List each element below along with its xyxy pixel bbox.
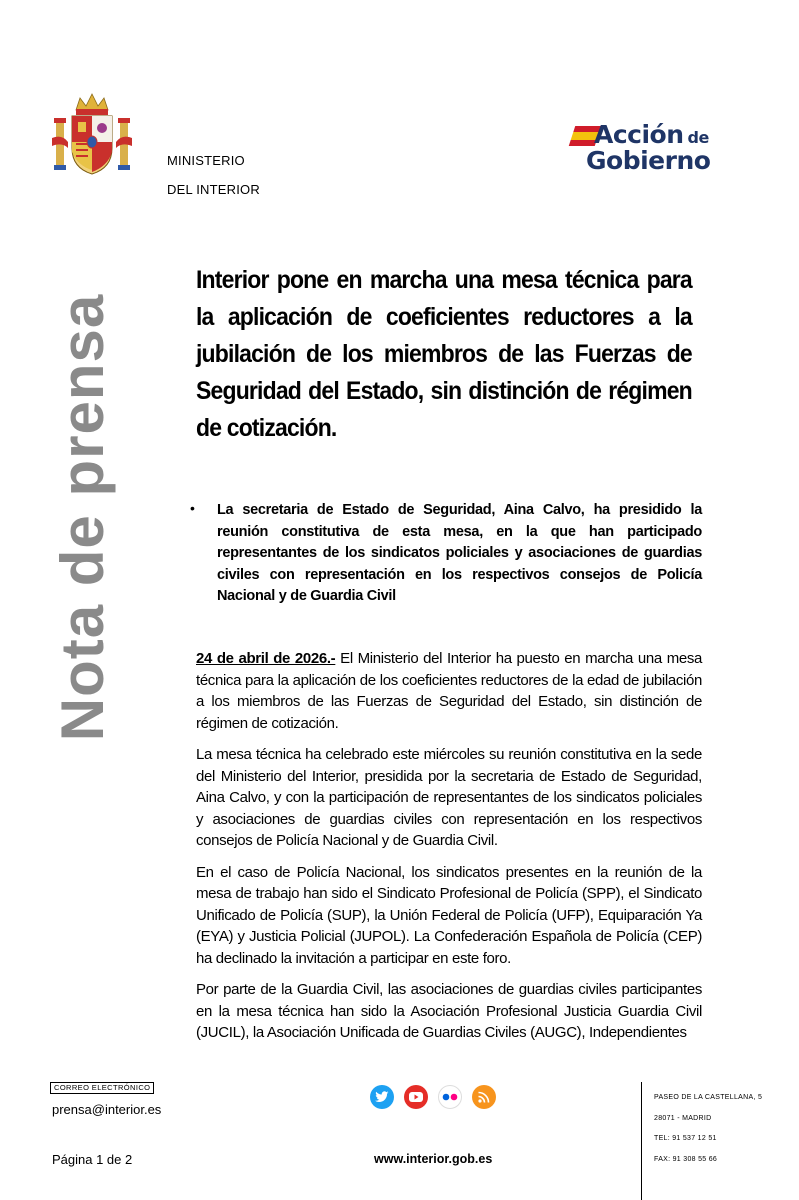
bullet-dot-icon: • [190,500,195,516]
paragraph-1-text: El Ministerio del Interior ha puesto en marcha una mesa técnica para la aplicación de los coeficientes reductores de la edad de jubilación a los miembros de las Fuerzas de Seguridad del Estado, sin distinción de régimen de cotización. [196,650,702,732]
release-date: 24 de abril de 2026.- [196,650,336,667]
summary-bullet [190,500,702,608]
paragraph-4: Por parte de la Guardia Civil, las asociaciones de guardias civiles participantes en la mesa técnica han sido la Asociación Profesional Justicia Guardia Civil (JUCIL), la Asociación Unificada de Guardias Civiles (AUGC), Independientes [196,981,702,1041]
paragraph-2: La mesa técnica ha celebrado este miércoles su reunión constitutiva en la sede del Ministerio del Interior, presidida por la secretaria de Estado de Seguridad, Aina Calvo, y con la participación de representantes de los sindicatos policiales y asociaciones de guardias civiles con representación en los respectivos consejos de Policía Nacional y de Guardia Civil. [196,746,702,849]
press-release-title: Interior pone en marcha una mesa técnica para la aplicación de coeficientes reductores a la jubilación de los miembros de las Fuerzas de Seguridad del Estado, sin distinción de régimen de cotización. [196,266,692,442]
accion-de-gobierno-logo [572,120,732,180]
twitter-icon[interactable] [370,1085,394,1109]
address-line-2: 28071 - MADRID [654,1114,712,1122]
social-links [370,1085,500,1111]
ministry-line-2: DEL INTERIOR [167,182,260,197]
footer-divider [641,1082,642,1200]
website-link[interactable]: www.interior.gob.es [374,1152,493,1166]
logo-word-gobierno: Gobierno [586,146,711,175]
flickr-icon[interactable] [438,1085,462,1109]
press-email-link[interactable]: prensa@interior.es [52,1102,162,1117]
body-text [196,648,702,1054]
rss-icon[interactable] [472,1085,496,1109]
paragraph-1 [196,648,702,734]
nota-de-prensa-label: Nota de prensa [49,293,117,741]
fax-number: FAX: 91 308 55 66 [654,1155,718,1163]
logo-word-accion: Acción [594,120,684,149]
address-block [654,1088,762,1170]
phone-number: TEL: 91 537 12 51 [654,1135,717,1142]
bullet-text: La secretaria de Estado de Seguridad, Aina Calvo, ha presidido la reunión constitutiva de esta mesa, en la que han participado representantes de los sindicatos policiales y asociaciones de guardias civiles con representación en los respectivos consejos de Policía Nacional y de Guardia Civil [217,502,702,604]
side-label [48,293,118,741]
address-line-1: PASEO DE LA CASTELLANA, 5 [654,1094,763,1101]
ministry-line-1: MINISTERIO [167,153,245,168]
coat-of-arms-icon [52,92,132,177]
paragraph-3: En el caso de Policía Nacional, los sindicatos presentes en la reunión de la mesa de trabajo han sido el Sindicato Profesional de Policía (SPP), el Sindicato Unificado de Policía (SUP), la Unión Federal de Policía (UFP), Equiparación Ya (EYA) y Justicia Policial (JUPOL). La Confederación Española de Policía (CEP) ha declinado la invitación a participar en este foro. [196,863,702,967]
ministry-name [167,146,260,204]
email-label: CORREO ELECTRÓNICO [50,1082,154,1094]
logo-word-de: de [687,128,709,147]
youtube-icon[interactable] [404,1085,428,1109]
page-number: Página 1 de 2 [52,1152,133,1167]
